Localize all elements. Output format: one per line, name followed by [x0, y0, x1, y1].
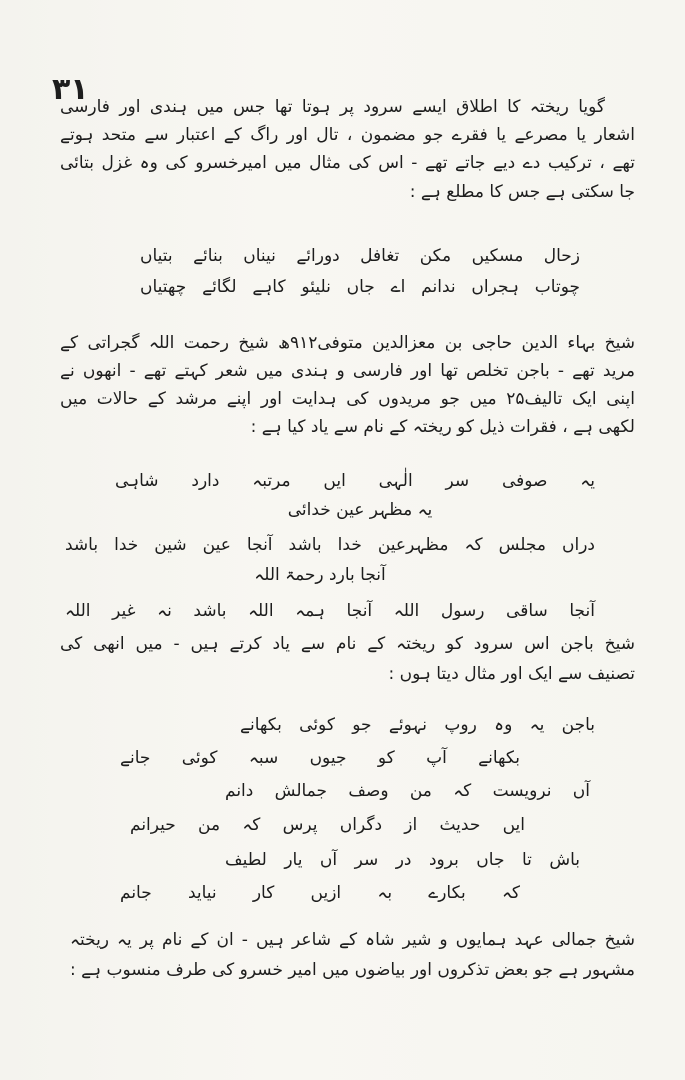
verse2-line-2: بکھانے آپ کو جیوں سبہ کوئی جانے — [120, 748, 520, 768]
para4-line-1: شیخ جمالی عہد ہمایوں و شیر شاہ کے شاعر ہیں - ان کے نام پر یہ ریختہ — [70, 930, 635, 950]
para1-line-3: تھے ، ترکیب دے دیے جاتے تھے - اس کی مثال میں امیرخسرو کی وہ غزل بتائی — [60, 153, 635, 173]
couplet1-line-2: چوتاب ہجراں ندانم اے جاں نلیئو کاہے لگائے چھتیاں — [140, 277, 580, 297]
para1-line-2: اشعار یا مصرعے یا فقرے جو مضمون ، تال اور راگ کے اعتبار سے متحد ہوتے — [60, 125, 635, 145]
para4-line-2: مشہور ہے جو بعض تذکروں اور بیاضوں میں امیر خسرو کی طرف منسوب ہے : — [70, 960, 635, 980]
verse1-line-1: یہ صوفی سر الٰہی ایں مرتبہ دارد شاہی — [115, 471, 595, 491]
para3-line-2: تصنیف سے ایک اور مثال دیتا ہوں : — [388, 664, 635, 684]
verse1-line-3: دراں مجلس کہ مظہرعین خدا باشد آنجا عین شین خدا باشد — [65, 535, 595, 555]
verse2-line-6: کہ بکارے بہ ازیں کار نیاید جانم — [120, 883, 520, 903]
verse2-line-1: باجن یہ وہ روپ نہوئے جو کوئی بکھانے — [240, 715, 595, 735]
couplet1-line-1: زحال مسکیں مکن تغافل دورائے نیناں بنائے بتیاں — [140, 246, 580, 266]
para2-line-1: شیخ بہاء الدین حاجی بن معزالدین متوفی۹۱۲ھ شیخ رحمت اللہ گجراتی کے — [60, 333, 635, 353]
para1-line-4: جا سکتی ہے جس کا مطلع ہے : — [409, 182, 635, 202]
para1-line-1: گویا ریختہ کا اطلاق ایسے سرود پر ہوتا تھا جس میں ہندی اور فارسی — [60, 97, 605, 117]
verse2-line-3: آں نرویست کہ من وصف جمالش دانم — [225, 781, 590, 801]
verse2-line-5: باش تا جاں برود در سر آں یار لطیف — [225, 850, 580, 870]
page-number: ۳۱ — [52, 72, 89, 107]
verse1-line-2: یہ مظہر عین خدائی — [287, 500, 433, 520]
para3-line-1: شیخ باجن اس سرود کو ریختہ کے نام سے یاد کرتے ہیں - میں انھی کی — [60, 634, 635, 654]
verse1-line-4: آنجا بارد رحمۃ اللہ — [254, 565, 386, 585]
para2-line-3: اپنی ایک تالیف۲۵ میں جو مریدوں کی ہدایت اور اپنے مرشد کے حالات میں — [60, 389, 635, 409]
para2-line-2: مرید تھے - باجن تخلص تھا اور فارسی و ہندی میں شعر کہتے تھے - انھوں نے — [60, 361, 635, 381]
verse1-line-5: آنجا ساقی رسول اللہ آنجا ہمہ اللہ باشد نہ غیر اللہ — [65, 601, 595, 621]
para2-line-4: لکھی ہے ، فقرات ذیل کو ریختہ کے نام سے یاد کیا ہے : — [250, 417, 635, 437]
verse2-line-4: ایں حدیث از دگراں پرس کہ من حیرانم — [130, 815, 525, 835]
